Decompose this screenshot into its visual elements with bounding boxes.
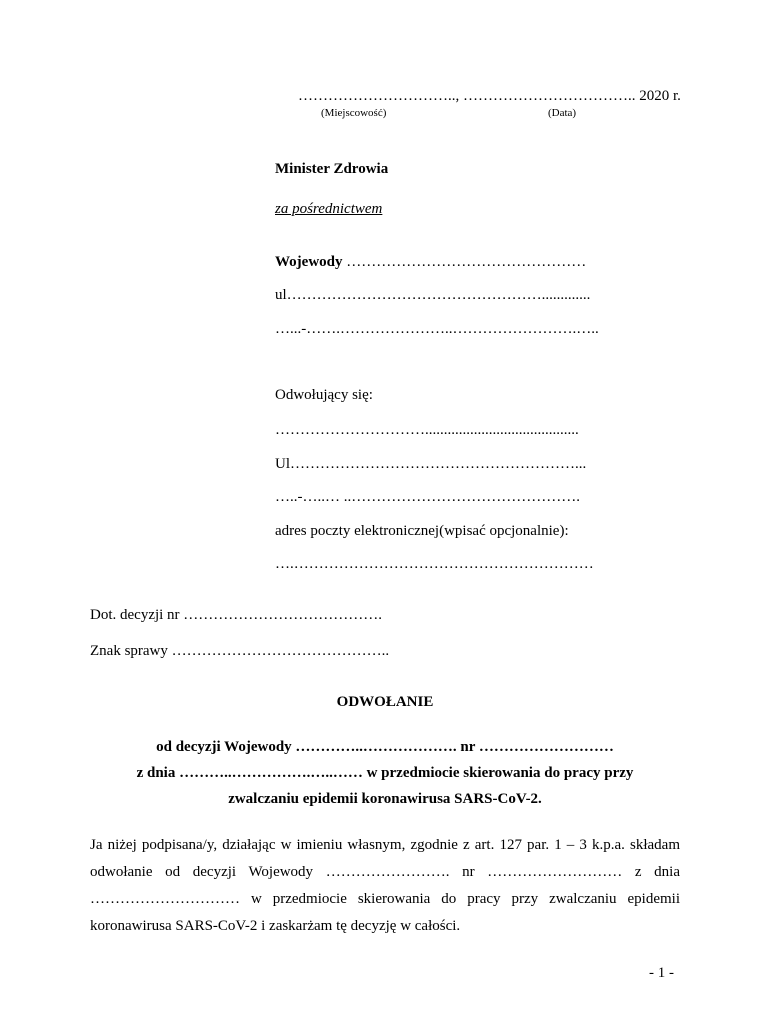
recipient-street-line: ul……………………………………………............. [275, 287, 591, 303]
recipient-postal-line: …...-…….…………………..…………………….….. [275, 321, 599, 337]
decision-ref-line: Dot. decyzji nr …………………………………. [90, 607, 383, 623]
place-label: (Miejscowość) [321, 107, 387, 119]
appellant-postal-line: …..-…..… ..………………………………………. [275, 489, 580, 505]
document-title: ODWOŁANIE [336, 694, 434, 710]
case-ref-line: Znak sprawy …………………………………….. [90, 643, 390, 659]
page-number: - 1 - [649, 965, 674, 981]
appellant-label: Odwołujący się: [275, 387, 373, 403]
subtitle-line-1: od decyzji Wojewody …………..………………. nr ……………………… [156, 739, 614, 755]
body-paragraph: Ja niżej podpisana/y, działając w imieniu własnym, zgodnie z art. 127 par. 1 – 3 k.p.a. składam odwołanie od decyzji Wojewody ……………………. nr ……………………… z dnia ………………………… w przedmiocie skierowania do pracy przy zwalczaniu epidemii koronawirusa SARS-CoV-2 i zaskarżam tę decyzję w całości. [90, 837, 680, 934]
email-line: ….…………………………………………………… [275, 556, 594, 572]
voivode-dots: ………………………………………… [346, 254, 587, 270]
body-paragraph-block [90, 832, 680, 940]
voivode-line [275, 253, 586, 271]
appellant-name-line: …………………………......................................... [275, 422, 579, 438]
appellant-street-line: Ul…………………………………………………... [275, 456, 587, 472]
voivode-label: Wojewody [275, 254, 343, 270]
place-date-line: ………………………….., …………………………….. 2020 r. [298, 88, 681, 104]
subtitle-line-2: z dnia ………..…………….…..…… w przedmiocie skierowania do pracy przy [136, 765, 634, 781]
email-label: adres poczty elektronicznej(wpisać opcjonalnie): [275, 523, 569, 539]
minister-heading: Minister Zdrowia [275, 161, 389, 177]
date-label: (Data) [548, 107, 577, 119]
subtitle-line-3: zwalczaniu epidemii koronawirusa SARS-CoV-2. [228, 791, 542, 807]
via-text: za pośrednictwem [275, 201, 383, 217]
